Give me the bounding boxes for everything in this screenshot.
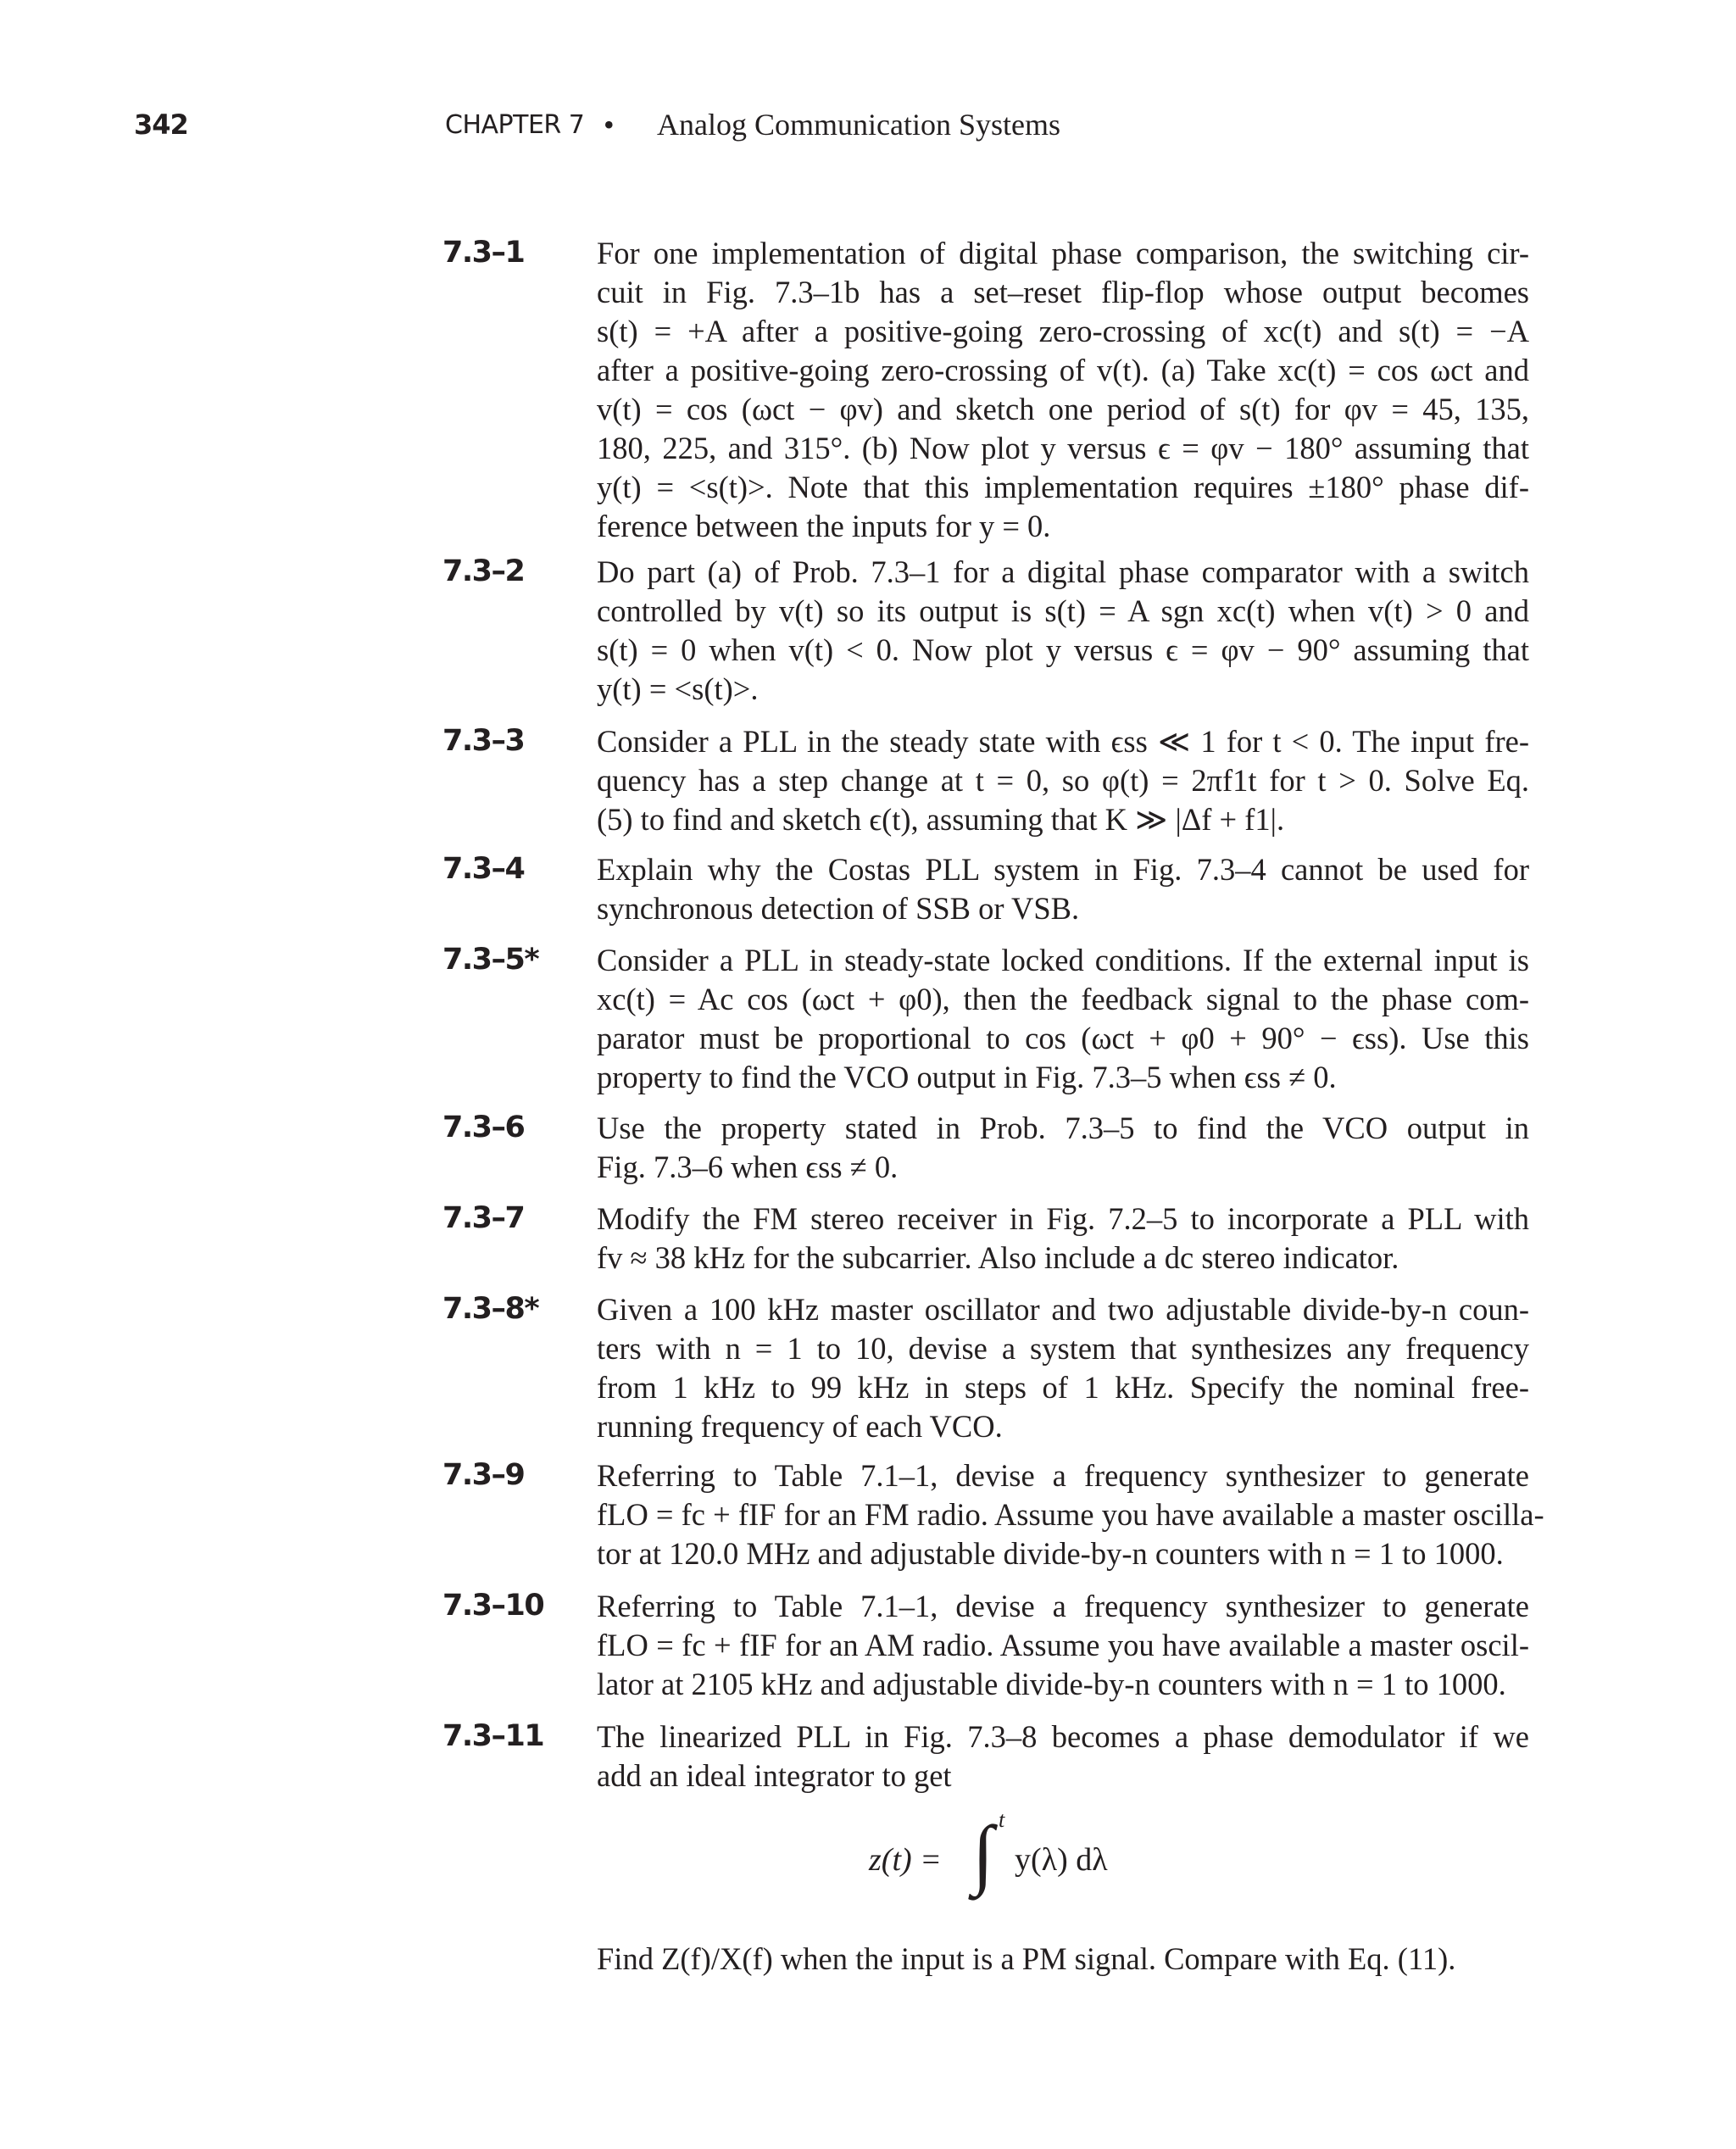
problem-text: [597, 1587, 1529, 1704]
problem-number: 7.3–3: [442, 724, 525, 758]
problem-text: [597, 1200, 1529, 1278]
text-line: parator must be proportional to cos (ωct + φ0 + 90° − ϵss). Use this: [597, 1021, 1529, 1055]
text-line: running frequency of each VCO.: [597, 1409, 1003, 1444]
header-separator: •: [604, 108, 615, 142]
problem-number: 7.3–2: [442, 554, 525, 588]
text-line: cuit in Fig. 7.3–1b has a set–reset flip-flop whose output becomes: [597, 275, 1529, 309]
text-line: s(t) = +A after a positive-going zero-crossing of xc(t) and s(t) = −A: [597, 314, 1529, 348]
text-line: fLO = fc + fIF for an AM radio. Assume you have available a master oscil-: [597, 1628, 1529, 1662]
problem-text: [597, 234, 1529, 546]
text-line: synchronous detection of SSB or VSB.: [597, 891, 1080, 926]
problem-text: [597, 1718, 1529, 1795]
text-line: Explain why the Costas PLL system in Fig. 7.3–4 cannot be used for: [597, 852, 1529, 887]
text-line: s(t) = 0 when v(t) < 0. Now plot y versus ϵ = φv − 90° assuming that: [597, 632, 1529, 667]
text-line: after a positive-going zero-crossing of v(t). (a) Take xc(t) = cos ωct and: [597, 353, 1529, 387]
text-line: Do part (a) of Prob. 7.3–1 for a digital phase comparator with a switch: [597, 554, 1529, 589]
text-line: fv ≈ 38 kHz for the subcarrier. Also include a dc stereo indicator.: [597, 1240, 1399, 1275]
text-line: quency has a step change at t = 0, so φ(t) = 2πf1t for t > 0. Solve Eq.: [597, 763, 1529, 798]
text-line: Given a 100 kHz master oscillator and two adjustable divide-by-n coun-: [597, 1292, 1529, 1327]
page-number: 342: [134, 109, 188, 141]
text-line: Fig. 7.3–6 when ϵss ≠ 0.: [597, 1150, 899, 1184]
problem-number: 7.3–6: [442, 1111, 525, 1144]
integral-upper-limit: t: [999, 1807, 1005, 1832]
problem-number: 7.3–11: [442, 1719, 544, 1753]
problem-number: 7.3–4: [442, 852, 525, 886]
text-line: v(t) = cos (ωct − φv) and sketch one period of s(t) for φv = 45, 135,: [597, 392, 1529, 426]
integral-sign: ∫: [972, 1810, 994, 1896]
problem-number: 7.3–10: [442, 1589, 544, 1623]
problem-number: 7.3–9: [442, 1458, 525, 1492]
text-line: y(t) = <s(t)>. Note that this implementation requires ±180° phase dif-: [597, 470, 1529, 504]
text-line: lator at 2105 kHz and adjustable divide-by-n counters with n = 1 to 1000.: [597, 1667, 1506, 1701]
problem-text: [597, 722, 1529, 839]
text-line: For one implementation of digital phase comparison, the switching cir-: [597, 236, 1529, 270]
problem-text: [597, 1456, 1544, 1573]
equation-lhs: z(t) =: [869, 1842, 942, 1878]
problem-number: 7.3–8*: [442, 1292, 539, 1326]
closing-question: Find Z(f)/X(f) when the input is a PM signal. Compare with Eq. (11).: [597, 1941, 1456, 1976]
problem-text: [597, 941, 1529, 1097]
problem-text: [597, 850, 1529, 928]
text-line: y(t) = <s(t)>.: [597, 671, 759, 706]
running-header: [0, 109, 1736, 151]
problem-number: 7.3–5*: [442, 943, 539, 977]
text-line: Referring to Table 7.1–1, devise a frequency synthesizer to generate: [597, 1589, 1529, 1623]
text-line: controlled by v(t) so its output is s(t) = A sgn xc(t) when v(t) > 0 and: [597, 593, 1529, 628]
chapter-title: Analog Communication Systems: [657, 108, 1060, 142]
problem-text: [597, 1290, 1529, 1446]
text-line: tor at 120.0 MHz and adjustable divide-by-n counters with n = 1 to 1000.: [597, 1536, 1504, 1571]
problem-number: 7.3–1: [442, 236, 525, 270]
integral-equation: [869, 1807, 1208, 1914]
problem-number: 7.3–7: [442, 1201, 525, 1235]
text-line: Referring to Table 7.1–1, devise a frequency synthesizer to generate: [597, 1458, 1529, 1493]
problem-text: [597, 1109, 1529, 1187]
text-line: Use the property stated in Prob. 7.3–5 to find the VCO output in: [597, 1111, 1529, 1145]
text-line: (5) to find and sketch ϵ(t), assuming that K ≫ |Δf + f1|.: [597, 802, 1285, 837]
text-line: fLO = fc + fIF for an FM radio. Assume you have available a master oscilla-: [597, 1497, 1544, 1532]
text-line: ters with n = 1 to 10, devise a system that synthesizes any frequency: [597, 1331, 1529, 1366]
text-line: Consider a PLL in the steady state with ϵss ≪ 1 for t < 0. The input fre-: [597, 724, 1529, 759]
text-line: Modify the FM stereo receiver in Fig. 7.2–5 to incorporate a PLL with: [597, 1201, 1529, 1236]
text-line: ference between the inputs for y = 0.: [597, 509, 1051, 543]
text-line: xc(t) = Ac cos (ωct + φ0), then the feedback signal to the phase com-: [597, 982, 1529, 1016]
equation-integrand: y(λ) dλ: [1015, 1842, 1108, 1878]
text-line: from 1 kHz to 99 kHz in steps of 1 kHz. Specify the nominal free-: [597, 1370, 1529, 1405]
text-line: property to find the VCO output in Fig. 7.3–5 when ϵss ≠ 0.: [597, 1060, 1337, 1094]
text-line: Consider a PLL in steady-state locked conditions. If the external input is: [597, 943, 1529, 977]
text-line: The linearized PLL in Fig. 7.3–8 becomes a phase demodulator if we: [597, 1719, 1529, 1754]
text-line: add an ideal integrator to get: [597, 1758, 952, 1793]
problem-text: [597, 553, 1529, 709]
chapter-label: CHAPTER 7: [445, 110, 585, 140]
text-line: 180, 225, and 315°. (b) Now plot y versus ϵ = φv − 180° assuming that: [597, 431, 1529, 465]
